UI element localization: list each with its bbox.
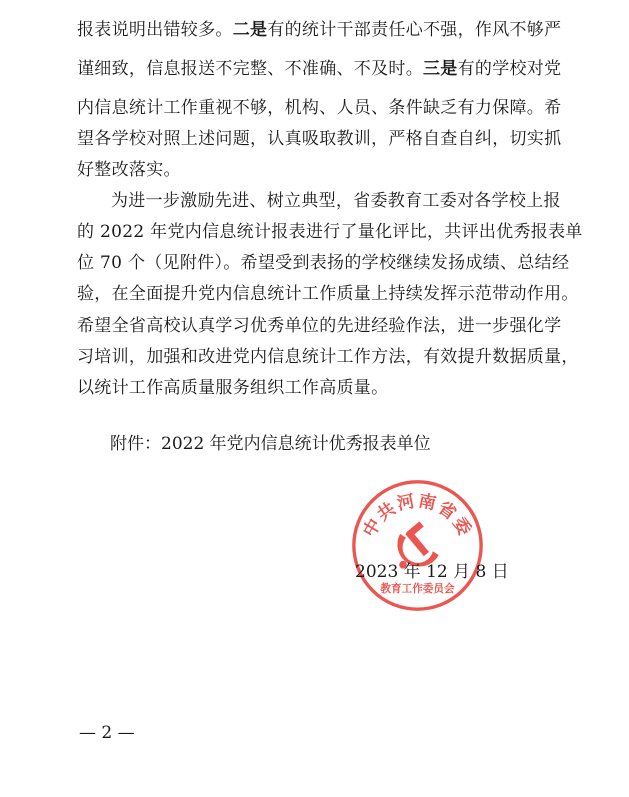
text-line: 的 2022 年党内信息统计报表进行了量化评比，共评出优秀报表单 xyxy=(77,222,583,242)
text-line: 谨细致，信息报送不完整、不准确、不及时。三是有的学校对党 xyxy=(77,59,562,79)
text-line: 验，在全面提升党内信息统计工作质量上持续发挥示范带动作用。 xyxy=(77,284,579,304)
text-line: 望各学校对照上述问题，认真吸取教训，严格自查自纠，切实抓 xyxy=(77,129,562,149)
text-line: 位 70 个（见附件）。希望受到表扬的学校继续发扬成绩、总结经 xyxy=(77,253,570,273)
text-line: 以统计工作高质量服务组织工作高质量。 xyxy=(77,378,389,398)
attachment-note: 附件：2022 年党内信息统计优秀报表单位 xyxy=(110,434,431,454)
text-line: 希望全省高校认真学习优秀单位的先进经验作法，进一步强化学 xyxy=(77,316,562,336)
seal-bottom-text: 教育工作委员会 xyxy=(380,582,455,595)
text-line: 习培训，加强和改进党内信息统计工作方法，有效提升数据质量， xyxy=(77,347,579,367)
official-seal xyxy=(350,478,485,613)
text-line: 内信息统计工作重视不够，机构、人员、条件缺乏有力保障。希 xyxy=(77,98,562,118)
page-number: — 2 — xyxy=(79,723,135,743)
text-line: 报表说明出错较多。二是有的统计干部责任心不强，作风不够严 xyxy=(77,20,562,40)
text-line: 好整改落实。 xyxy=(77,160,181,180)
document-date: 2023 年 12 月 8 日 xyxy=(355,562,509,582)
text-line: 为进一步激励先进、树立典型，省委教育工委对各学校上报 xyxy=(111,191,561,211)
seal-arc-text: 中共河南省委 xyxy=(359,491,476,541)
